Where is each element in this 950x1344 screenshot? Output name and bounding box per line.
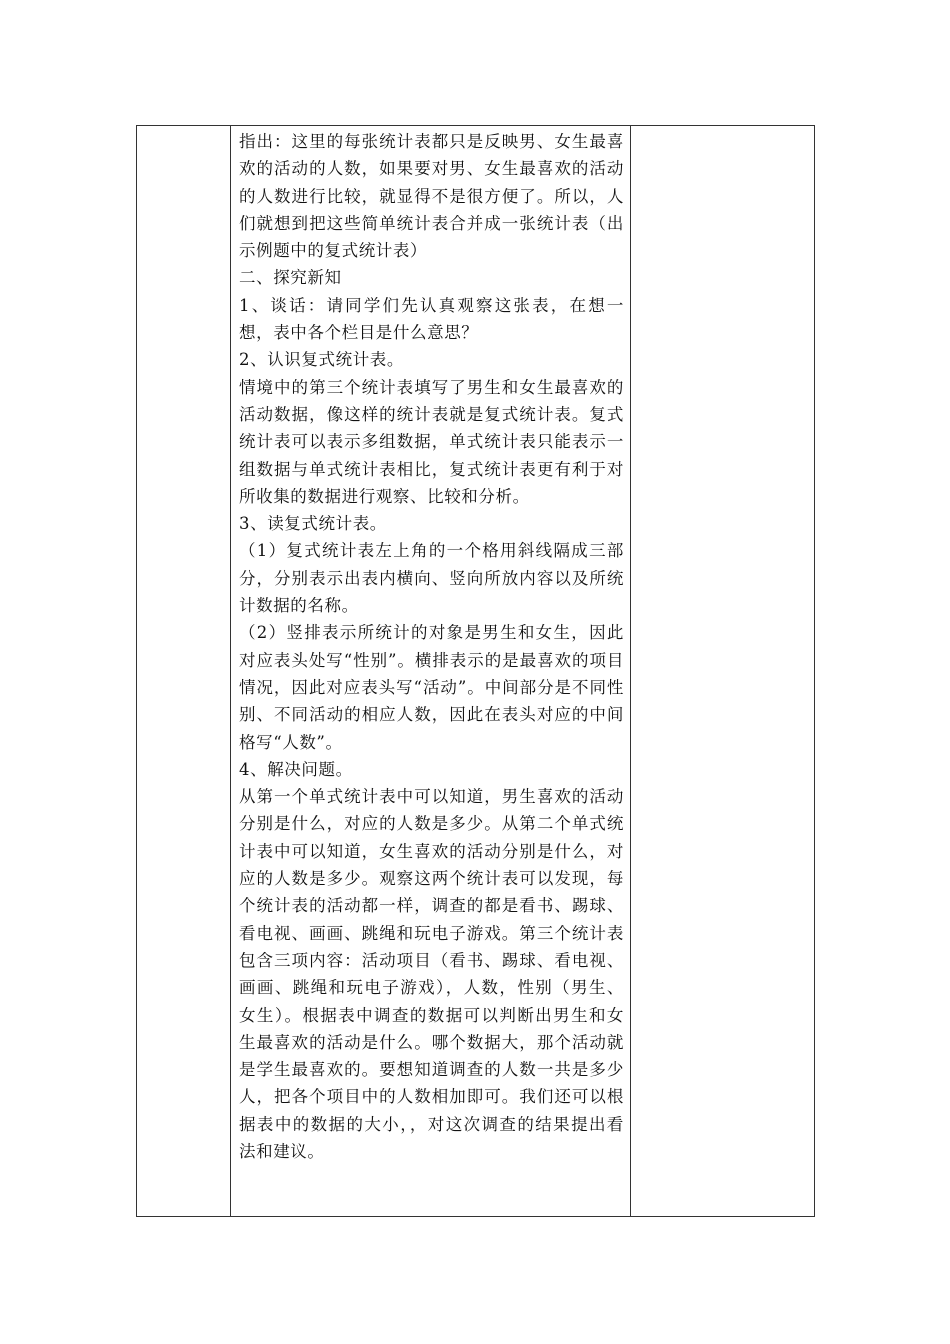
paragraph-step-3-heading: 3、读复式统计表。 <box>239 514 387 534</box>
paragraph-step-2-body: 情境中的第三个统计表填写了男生和女生最喜欢的活动数据，像这样的统计表就是复式统计表。复式统计表可以表示多组数据，单式统计表只能表示一组数据与单式统计表相比，复式统计表更有利于对所收集的数据进行观察、比较和分析。 <box>239 377 624 506</box>
left-column-cell <box>137 126 231 1217</box>
paragraph-step-1-talk: 1、谈话：请同学们先认真观察这张表，在想一想，表中各个栏目是什么意思？ <box>239 295 624 343</box>
paragraph-step-2-heading: 2、认识复式统计表。 <box>239 350 404 370</box>
paragraph-step-4-heading: 4、解决问题。 <box>239 759 353 779</box>
lesson-plan-table <box>136 125 815 1217</box>
table-row <box>137 126 815 1217</box>
content-column-cell <box>231 126 631 1217</box>
heading-explore-new-knowledge: 二、探究新知 <box>239 268 342 288</box>
paragraph-step-3-point-1: （1）复式统计表左上角的一个格用斜线隔成三部分，分别表示出表内横向、竖向所放内容以及所统计数据的名称。 <box>239 541 624 616</box>
paragraph-step-4-body: 从第一个单式统计表中可以知道，男生喜欢的活动分别是什么，对应的人数是多少。从第二个单式统计表中可以知道，女生喜欢的活动分别是什么，对应的人数是多少。观察这两个统计表可以发现，每个统计表的活动都一样，调查的都是看书、踢球、看电视、画画、跳绳和玩电子游戏。第三个统计表包含三项内容：活动项目（看书、踢球、看电视、画画、跳绳和玩电子游戏），人数，性别（男生、女生）。根据表中调查的数据可以判断出男生和女生最喜欢的活动是什么。哪个数据大，那个活动就是学生最喜欢的。要想知道调查的人数一共是多少人，把各个项目中的人数相加即可。我们还可以根据表中的数据的大小，，对这次调查的结果提出看法和建议。 <box>239 787 624 1161</box>
paragraph-intro-note: 指出：这里的每张统计表都只是反映男、女生最喜欢的活动的人数，如果要对男、女生最喜欢的活动的人数进行比较，就显得不是很方便了。所以，人们就想到把这些简单统计表合并成一张统计表（出示例题中的复式统计表） <box>239 132 624 261</box>
lesson-text <box>231 126 630 1165</box>
paragraph-step-3-point-2: （2）竖排表示所统计的对象是男生和女生，因此对应表头处写“性别”。横排表示的是最喜欢的项目情况，因此对应表头写“活动”。中间部分是不同性别、不同活动的相应人数，因此在表头对应的中间格写“人数”。 <box>239 623 624 752</box>
right-column-cell <box>631 126 815 1217</box>
